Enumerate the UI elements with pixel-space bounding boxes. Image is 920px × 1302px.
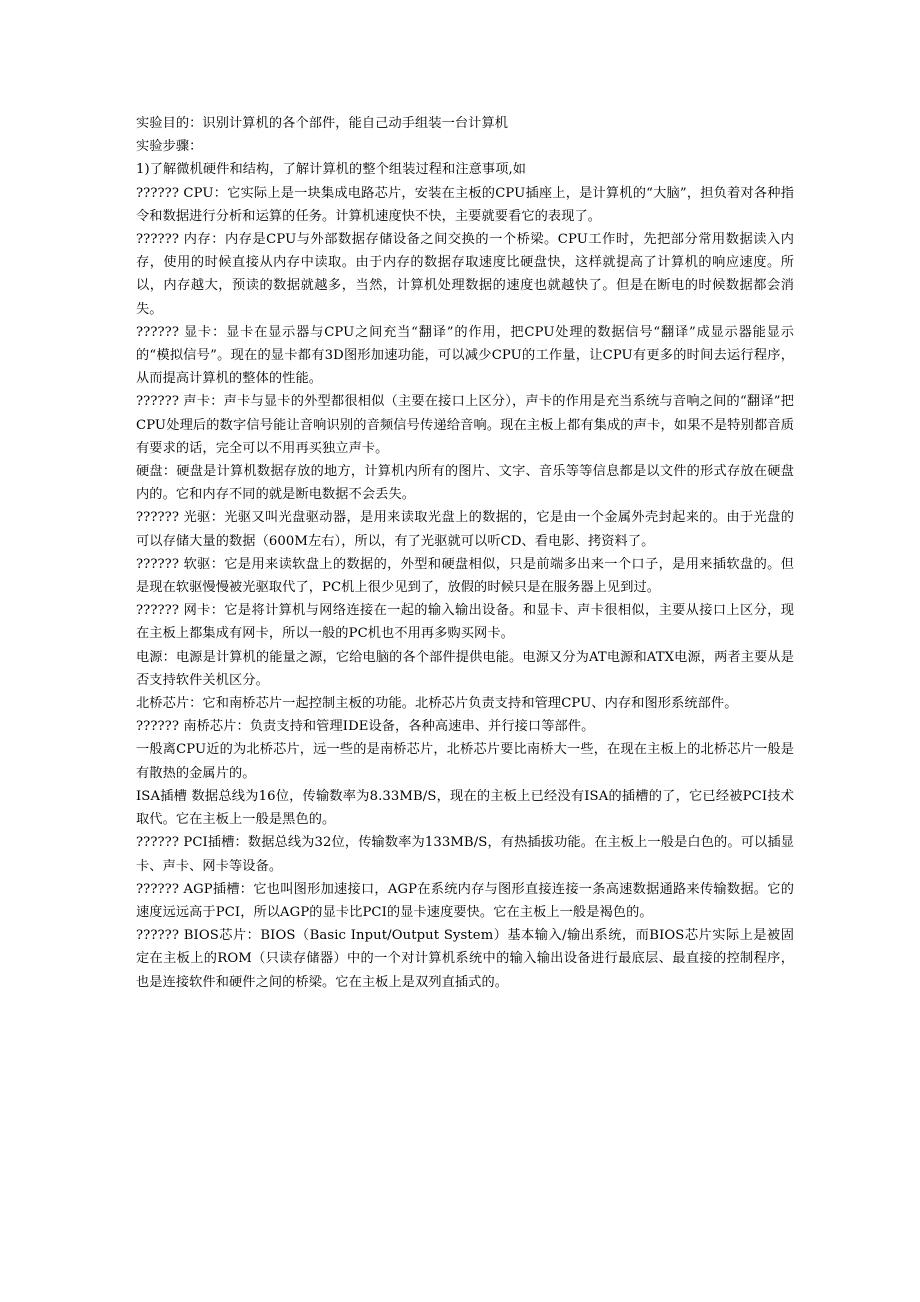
paragraph-cpu: ?????? CPU：它实际上是一块集成电路芯片，安装在主板的CPU插座上，是计算机的“大脑”，担负着对各种指令和数据进行分析和运算的任务。计算机速度快不快，主要就要看它的表现了。 xyxy=(136,185,794,224)
paragraph-pci-slot: ?????? PCI插槽：数据总线为32位，传输数率为133MB/S，有热插拔功能。在主板上一般是白色的。可以插显卡、声卡、网卡等设备。 xyxy=(136,835,794,874)
paragraph-sound-card: ?????? 声卡：声卡与显卡的外型都很相似（主要在接口上区分），声卡的作用是充当系统与音响之间的“翻译”把CPU处理后的数字信号能让音响识别的音频信号传递给音响。现在主板上都有集成的声卡，如果不是特别都音质有要求的话，完全可以不用再买独立声卡。 xyxy=(136,394,794,456)
paragraph-isa-slot: ISA插槽 数据总线为16位，传输数率为8.33MB/S，现在的主板上已经没有ISA的插槽的了，它已经被PCI技术取代。它在主板上一般是黑色的。 xyxy=(136,788,794,828)
paragraph-memory: ?????? 内存：内存是CPU与外部数据存储设备之间交换的一个桥梁。CPU工作时，先把部分常用数据读入内存，使用的时候直接从内存中读取。由于内存的数据存取速度比硬盘快，这样就提高了计算机的响应速度。所以，内存越大，预读的数据就越多，当然，计算机处理数据的速度也就越快了。但是在断电的时候数据都会消失。 xyxy=(136,232,794,317)
paragraph-bios-chip: ?????? BIOS芯片：BIOS（Basic Input/Output System）基本输入/输出系统，而BIOS芯片实际上是被固定在主板上的ROM（只读存储器）中的一个对计算机系统中的输入输出设备进行最底层、最直接的控制程序，也是连接软件和硬件之间的桥梁。它在主板上是双列直插式的。 xyxy=(136,928,794,990)
heading-experiment-steps: 实验步骤： xyxy=(136,139,203,155)
paragraph-bridge-location: 一般离CPU近的为北桥芯片，远一些的是南桥芯片，北桥芯片要比南桥大一些，在现在主板上的北桥芯片一般是有散热的金属片的。 xyxy=(136,742,794,781)
step-1-intro: 1)了解微机硬件和结构，了解计算机的整个组装过程和注意事项,如 xyxy=(136,162,527,178)
paragraph-southbridge: ?????? 南桥芯片：负责支持和管理IDE设备，各种高速串、并行接口等部件。 xyxy=(136,719,595,735)
paragraph-hard-disk: 硬盘：硬盘是计算机数据存放的地方，计算机内所有的图片、文字、音乐等等信息都是以文件的形式存放在硬盘内的。它和内存不同的就是断电数据不会丢失。 xyxy=(136,464,794,503)
paragraph-network-card: ?????? 网卡：它是将计算机与网络连接在一起的输入输出设备。和显卡、声卡很相似，主要从接口上区分，现在主板上都集成有网卡，所以一般的PC机也不用再多购买网卡。 xyxy=(136,603,794,642)
paragraph-agp-slot: ?????? AGP插槽：它也叫图形加速接口，AGP在系统内存与图形直接连接一条高速数据通路来传输数据。它的速度远远高于PCI，所以AGP的显卡比PCI的显卡速度要快。它在主板上一般是褐色的。 xyxy=(136,881,794,920)
paragraph-optical-drive: ?????? 光驱：光驱又叫光盘驱动器，是用来读取光盘上的数据的，它是由一个金属外壳封起来的。由于光盘的可以存储大量的数据（600M左右），所以，有了光驱就可以听CD、看电影、拷资料了。 xyxy=(136,510,794,549)
paragraph-floppy-drive: ?????? 软驱：它是用来读软盘上的数据的，外型和硬盘相似，只是前端多出来一个口子，是用来插软盘的。但是现在软驱慢慢被光驱取代了，PC机上很少见到了，放假的时候只是在服务器上见到过。 xyxy=(136,556,794,596)
heading-experiment-purpose: 实验目的：识别计算机的各个部件，能自己动手组装一台计算机 xyxy=(136,116,509,131)
paragraph-northbridge: 北桥芯片：它和南桥芯片一起控制主板的功能。北桥芯片负责支持和管理CPU、内存和图形系统部件。 xyxy=(136,696,738,712)
paragraph-power-supply: 电源：电源是计算机的能量之源，它给电脑的各个部件提供电能。电源又分为AT电源和ATX电源，两者主要从是否支持软件关机区分。 xyxy=(136,649,794,688)
document-body xyxy=(136,112,794,994)
paragraph-graphics-card: ?????? 显卡：显卡在显示器与CPU之间充当“翻译”的作用，把CPU处理的数据信号“翻译”成显示器能显示的“模拟信号”。现在的显卡都有3D图形加速功能，可以减少CPU的工作量，让CPU有更多的时间去运行程序，从而提高计算机的整体的性能。 xyxy=(136,324,794,387)
